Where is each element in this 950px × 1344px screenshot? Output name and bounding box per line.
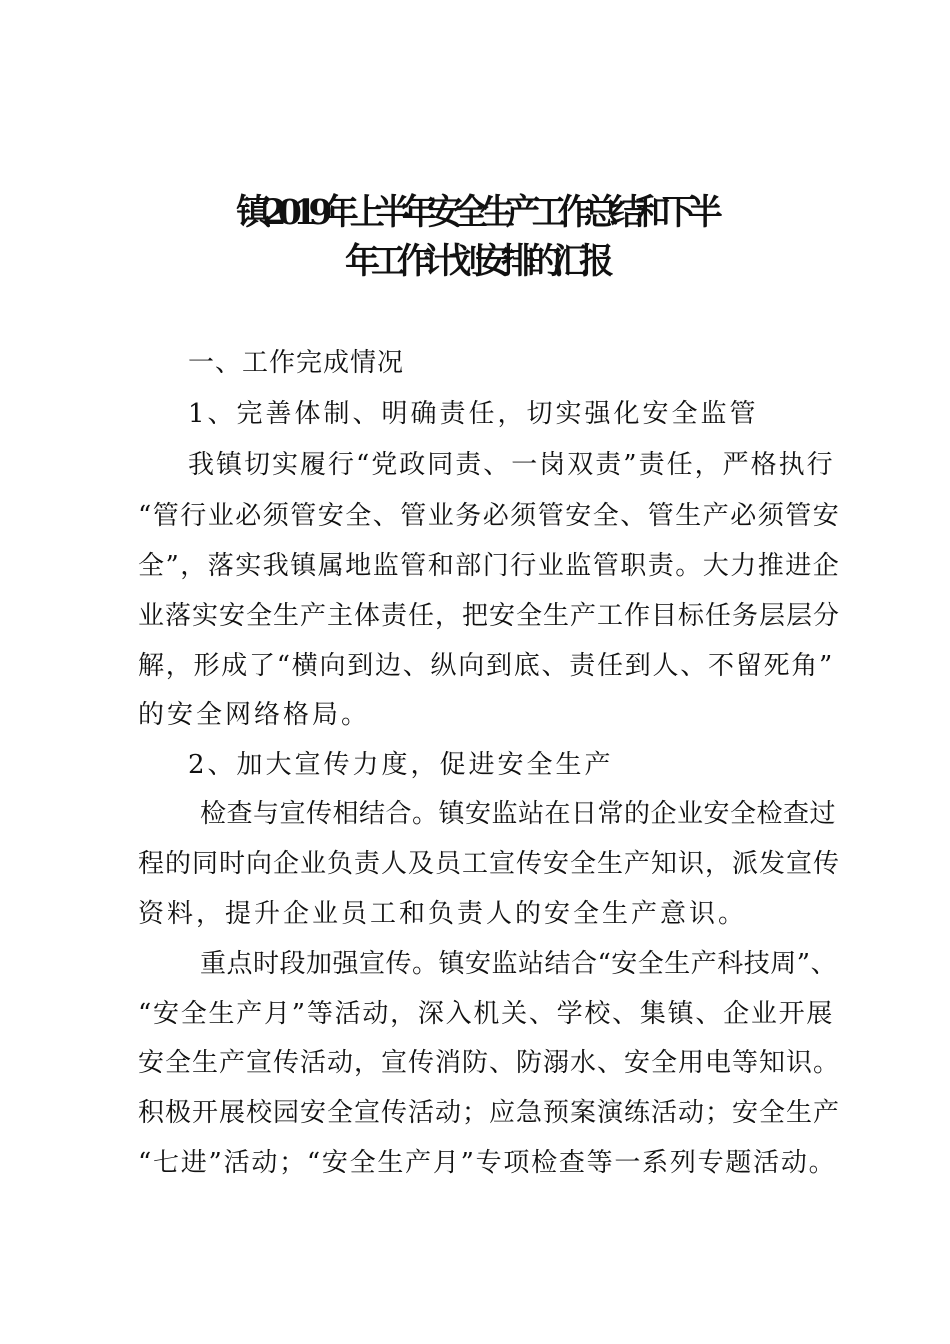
subsection-heading: 2、加大宣传力度，促进安全生产 <box>188 750 614 780</box>
paragraph-line: “管行业必须管安全、管业务必须管安全、管生产必须管安 <box>138 501 841 531</box>
paragraph-line: 我镇切实履行“党政同责、一岗双责”责任，严格执行 <box>188 450 835 480</box>
document-title-line-1: 镇2019年上半年安全生产工作总结和下半 <box>236 192 714 233</box>
paragraph-line: 全”，落实我镇属地监管和部门行业监管职责。大力推进企 <box>138 551 841 581</box>
paragraph-line: 程的同时向企业负责人及员工宣传安全生产知识，派发宣传 <box>138 849 841 879</box>
paragraph-line: 安全生产宣传活动，宣传消防、防溺水、安全用电等知识。 <box>138 1048 841 1078</box>
paragraph-line: 检查与宣传相结合。镇安监站在日常的企业安全检查过 <box>200 799 837 829</box>
paragraph-line: 重点时段加强宣传。镇安监站结合“安全生产科技周”、 <box>200 949 838 979</box>
paragraph-line: 业落实安全生产主体责任，把安全生产工作目标任务层层分 <box>138 601 841 631</box>
document-title-line-2: 年工作计划安排的汇报 <box>344 241 605 282</box>
paragraph-line: 的安全网络格局。 <box>138 700 371 730</box>
paragraph-line: 积极开展校园安全宣传活动；应急预案演练活动；安全生产 <box>138 1098 841 1128</box>
paragraph-line: “安全生产月”等活动，深入机关、学校、集镇、企业开展 <box>138 999 835 1029</box>
section-heading: 一、工作完成情况 <box>188 348 405 378</box>
paragraph-line: 解，形成了“横向到边、纵向到底、责任到人、不留死角” <box>138 651 835 681</box>
subsection-heading: 1、完善体制、明确责任，切实强化安全监管 <box>188 399 759 429</box>
paragraph-line: “七进”活动；“安全生产月”专项检查等一系列专题活动。 <box>138 1148 837 1178</box>
paragraph-line: 资料，提升企业员工和负责人的安全生产意识。 <box>138 899 748 929</box>
